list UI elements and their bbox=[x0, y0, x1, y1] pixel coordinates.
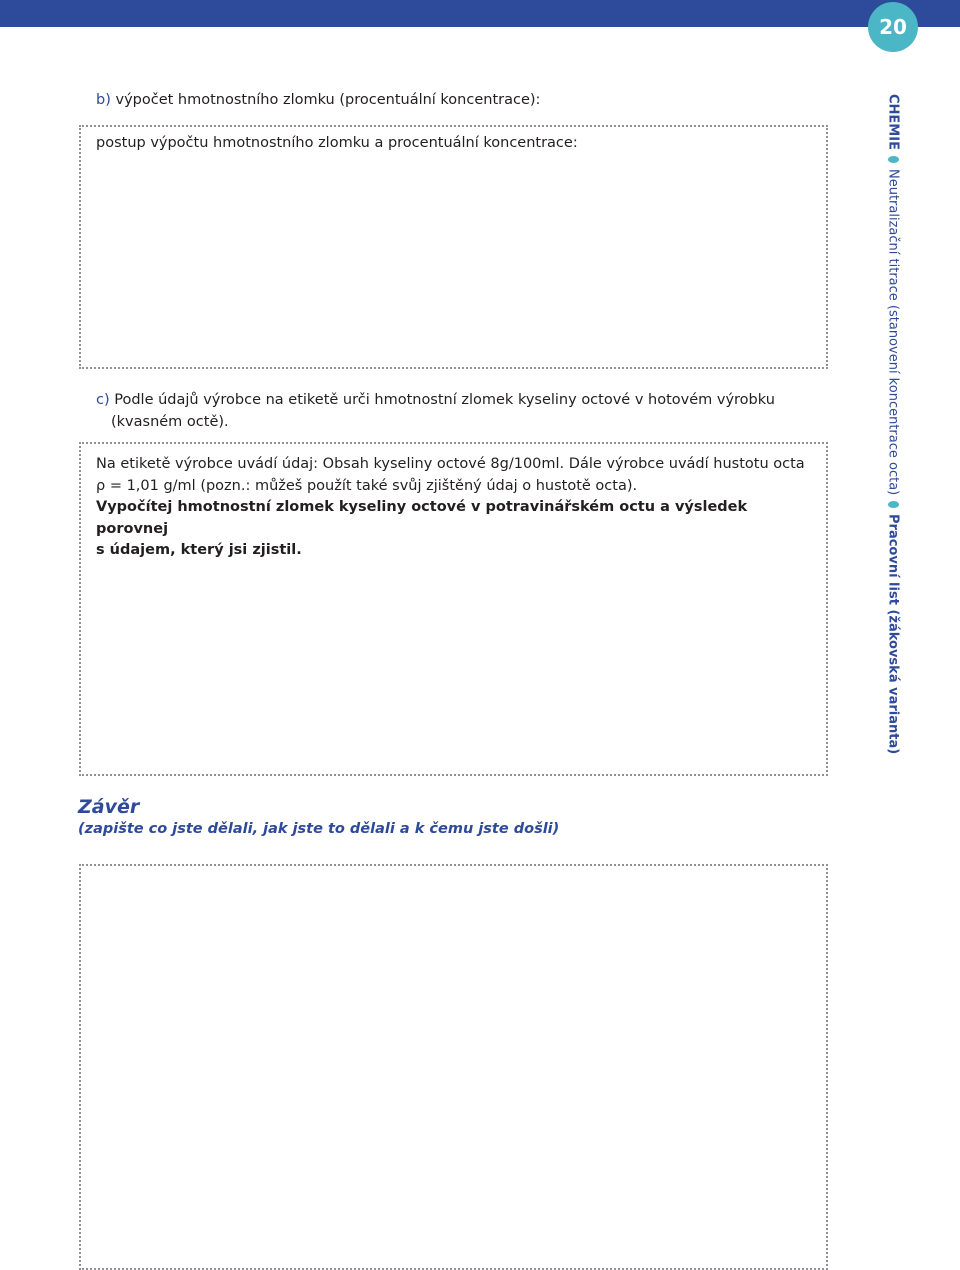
answer-box-b-prompt: postup výpočtu hmotnostního zlomku a procentuální koncentrace: bbox=[96, 135, 578, 151]
answer-box-b[interactable] bbox=[79, 125, 828, 369]
section-c-box-text bbox=[96, 454, 816, 562]
section-b-heading bbox=[96, 92, 540, 108]
info-line-1: Na etiketě výrobce uvádí údaj: Obsah kyseliny octové 8g/100ml. Dále výrobce uvádí hustotu octa bbox=[96, 456, 805, 472]
conclusion-subheading: (zapište co jste dělali, jak jste to dělali a k čemu jste došli) bbox=[78, 821, 560, 837]
sidebar-vertical-label bbox=[878, 94, 908, 754]
bullet-dot-icon bbox=[888, 501, 899, 508]
conclusion-heading: Závěr bbox=[78, 796, 140, 818]
section-c-text-1: Podle údajů výrobce na etiketě urči hmotnostní zlomek kyseliny octové v hotovém výrobku bbox=[114, 392, 775, 408]
top-bar bbox=[0, 0, 960, 27]
section-c-letter: c) bbox=[96, 392, 110, 408]
page-number-badge: 20 bbox=[868, 2, 918, 52]
info-line-2: ρ = 1,01 g/ml (pozn.: můžeš použít také svůj zjištěný údaj o hustotě octa). bbox=[96, 477, 638, 494]
task-line-2: s údajem, který jsi zjistil. bbox=[96, 542, 302, 558]
section-b-title: výpočet hmotnostního zlomku (procentuální koncentrace): bbox=[115, 92, 541, 108]
sidebar-sheet-type: Pracovní list (žákovská varianta) bbox=[885, 513, 901, 754]
section-c-question bbox=[96, 390, 816, 433]
task-line-1: Vypočítej hmotnostní zlomek kyseliny octové v potravinářském octu a výsledek porovnej bbox=[96, 499, 748, 537]
sidebar-subject: CHEMIE bbox=[885, 94, 901, 150]
sidebar-topic: Neutralizační titrace (stanovení koncentrace octa) bbox=[885, 168, 901, 496]
section-b-letter: b) bbox=[96, 92, 111, 108]
section-c-line-2: (kvasném octě). bbox=[111, 413, 229, 430]
section-c-line-1 bbox=[96, 390, 816, 412]
conclusion-answer-box[interactable] bbox=[79, 864, 828, 1270]
bullet-dot-icon bbox=[888, 156, 899, 163]
